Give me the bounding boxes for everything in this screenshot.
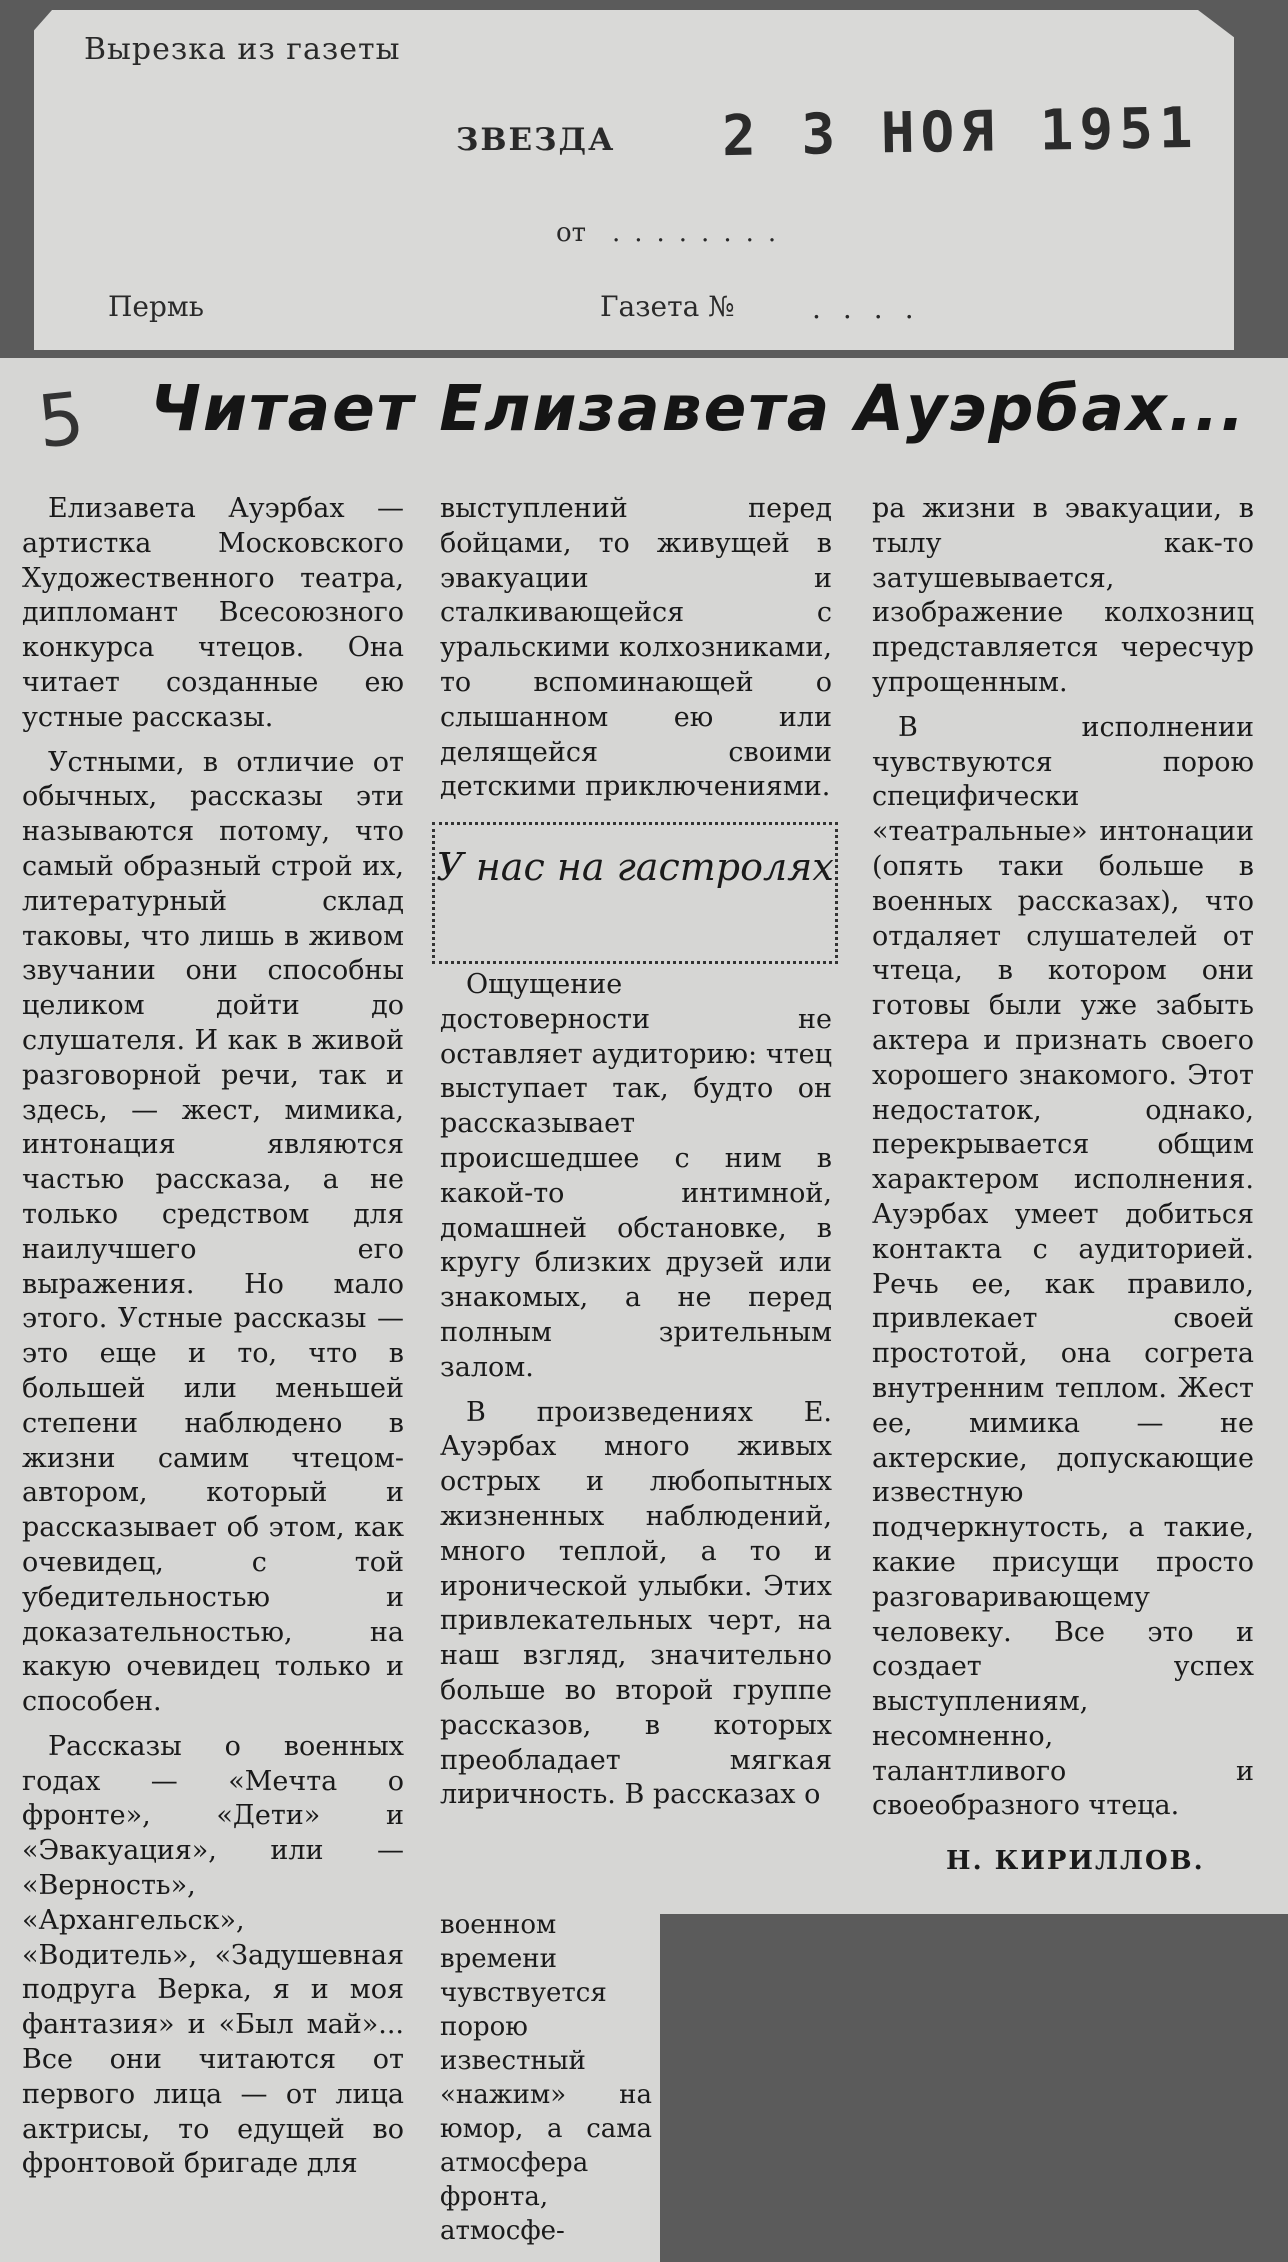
newspaper-number-dots: ....: [812, 292, 936, 325]
city-label: Пермь: [108, 290, 204, 323]
rubric-title: У нас на гастролях: [436, 845, 834, 889]
paragraph: военном времени чувствуется порою известный «нажим» на юмор, а сама атмосфера фронта, атмосфе-: [440, 1910, 652, 2246]
paragraph: В произведениях Е. Ауэрбах много живых острых и любопытных жизненных наблюдений, много теплой, а то и иронической улыбки. Этих привлекательных черт, на наш взгляд, значительно больше во второй группе рассказов, в которых преобладает мягкая лиричность. В рассказах о: [440, 1396, 832, 1811]
paragraph: В исполнении чувствуются порою специфически «театральные» интонации (опять таки больше в военных рассказах), что отдаляет слушателей от чтеца, в котором они готовы были уже забыть актера и признать своего хорошего знакомого. Этот недостаток, однако, перекрывается общим характером исполнения. Ауэрбах умеет добиться контакта с аудиторией. Речь ее, как правило, привлекает своей простотой, она согрета внутренним теплом. Жест ее, мимика — не актерские, допускающие известную подчеркнутость, а такие, какие присущи просто разговаривающему человеку. Все это и создает успех выступлениям, несомненно, талантливого и своеобразного чтеца.: [872, 711, 1254, 1822]
date-stamp: [721, 96, 1199, 169]
paragraph: ра жизни в эвакуации, в тылу как-то затушевывается, изображение колхозниц представляется чересчур упрощенным.: [872, 493, 1254, 698]
article-column-1: [22, 492, 404, 2182]
paragraph: Рассказы о военных годах — «Мечта о фронте», «Дети» и «Эвакуация», или — «Верность», «Архангельск», «Водитель», «Задушевная подруга Верка, я и моя фантазия» и «Был май»... Все они читаются от первого лица — от лица актрисы, то едущей во фронтовой бригаде для: [22, 1730, 404, 2180]
paragraph: Устными, в отличие от обычных, рассказы эти называются потому, что самый образный строй их, литературный склад таковы, что лишь в живом звучании они способны целиком дойти до слушателя. И как в живой разговорной речи, так и здесь, — жест, мимика, интонация являются частью рассказа, а не только средством для наилучшего его выражения. Но мало этого. Устные рассказы — это еще и то, что в большей или меньшей степени наблюдено в жизни самим чтецом-автором, который и рассказывает об этом, как очевидец, с той убедительностью и доказательностью, на какую очевидец только и способен.: [22, 746, 404, 1718]
headline: Читает Елизавета Ауэрбах...: [150, 372, 1247, 445]
paragraph: Елизавета Ауэрбах — артистка Московского Художественного театра, дипломант Всесоюзного конкурса чтецов. Она читает созданные ею устные рассказы.: [22, 493, 404, 733]
author-byline: Н. КИРИЛЛОВ.: [946, 1846, 1205, 1876]
paragraph: Ощущение достоверности не оставляет аудиторию: чтец выступает так, будто он рассказывает происшедшее с ним в какой-то интимной, домашней обстановке, в кругу близких друзей или знакомых, а не перед полным зрительным залом.: [440, 969, 832, 1383]
date-from-label: от: [556, 218, 587, 248]
article-column-2: [440, 968, 832, 1813]
date-dots: ........: [612, 218, 791, 248]
newspaper-number-label: Газета №: [600, 290, 735, 323]
clipping-title: Вырезка из газеты: [84, 32, 401, 67]
newspaper-name: ЗВЕЗДА: [456, 122, 616, 158]
paragraph: выступлений перед бойцами, то живущей в эвакуации и сталкивающейся с уральскими колхозниками, то вспоминающей о слышанном ею или делящейся своими детскими приключениями.: [440, 493, 832, 803]
section-number: 5: [33, 375, 89, 465]
article-column-2-top: [440, 492, 832, 805]
date-stamp-text: 2 3 НОЯ 1951: [721, 95, 1200, 170]
rubric-box: [432, 822, 838, 964]
article-column-2-tail: [440, 1908, 652, 2248]
article-column-3: [872, 492, 1254, 1824]
